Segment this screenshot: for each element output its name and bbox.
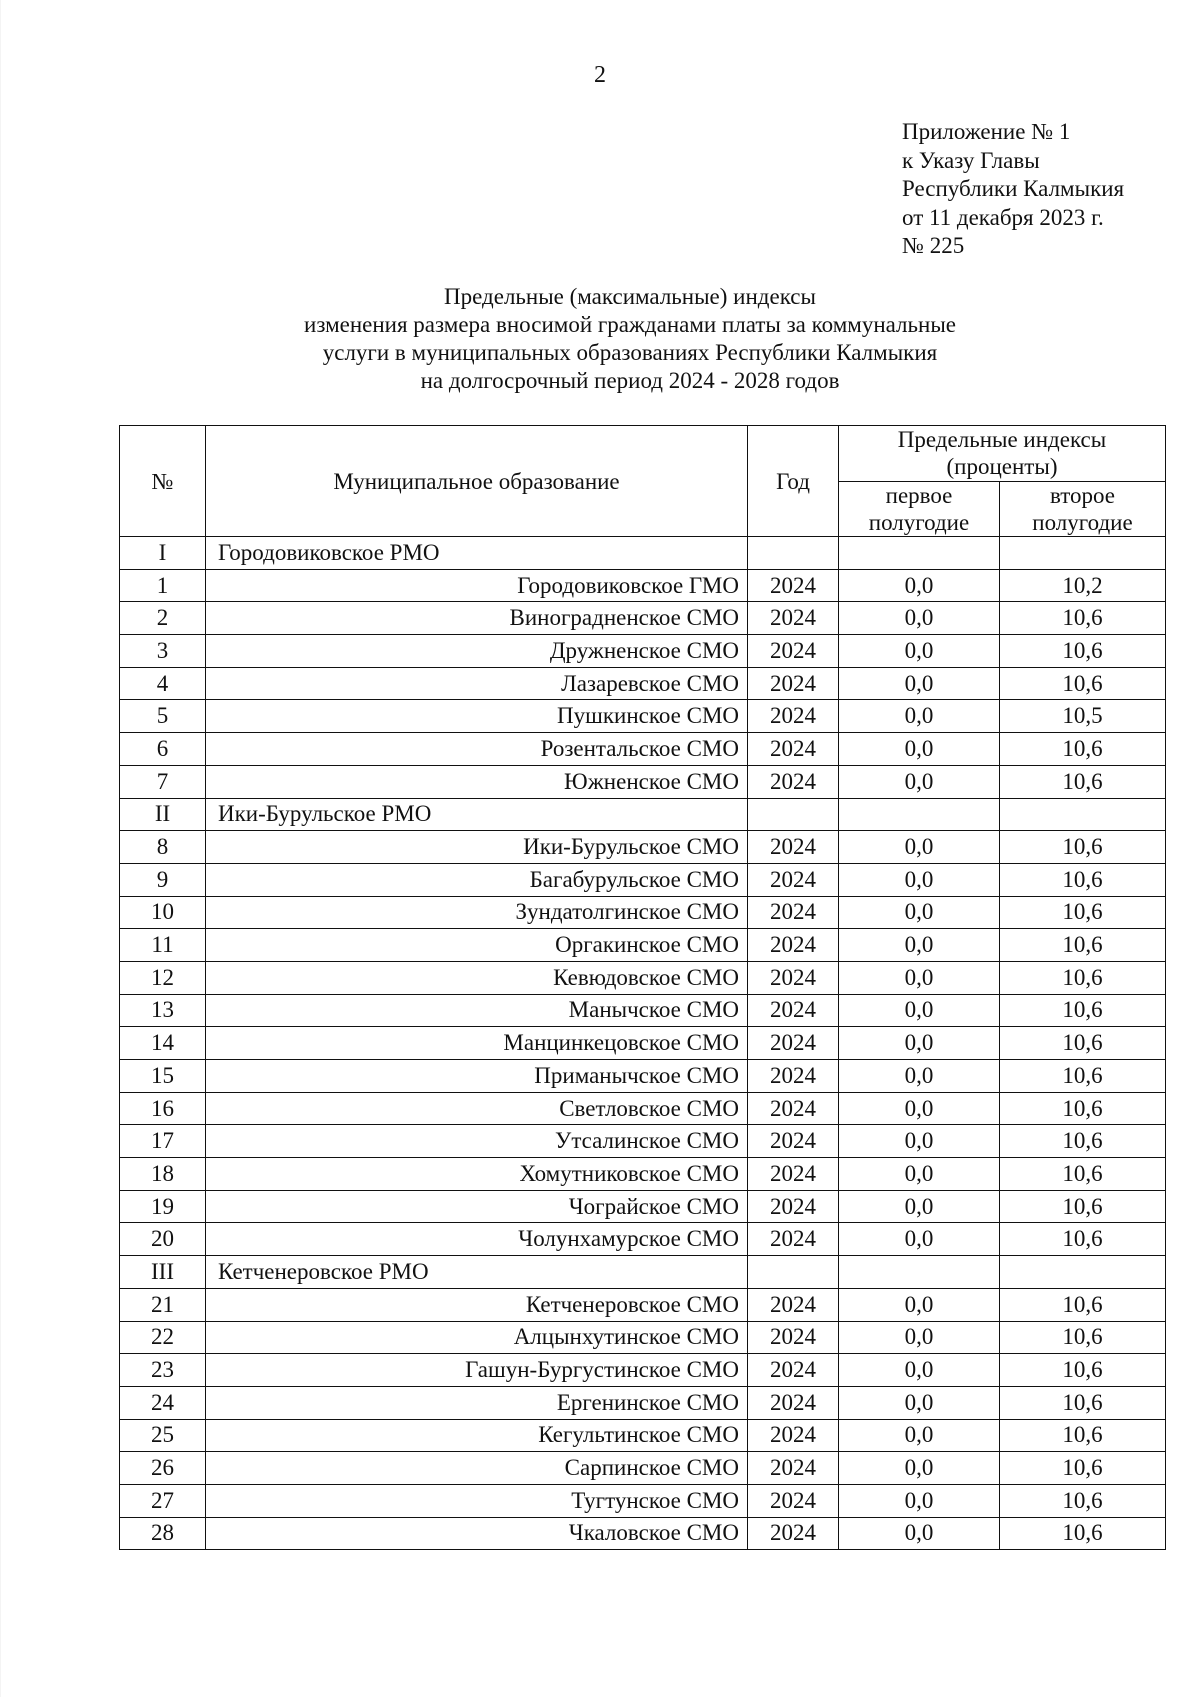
- first-half-value: 0,0: [839, 994, 1000, 1027]
- title-line: на долгосрочный период 2024 - 2028 годов: [420, 368, 840, 393]
- group-num: III: [120, 1256, 206, 1289]
- table-row: [120, 765, 1166, 798]
- year-cell: 2024: [748, 1321, 839, 1354]
- year-cell: 2024: [748, 569, 839, 602]
- second-half-value: 10,5: [1000, 700, 1166, 733]
- year-cell: 2024: [748, 635, 839, 668]
- header-second-half-line1: второе: [1049, 482, 1116, 508]
- year-cell: 2024: [748, 667, 839, 700]
- municipality-name: Кегультинское СМО: [206, 1419, 748, 1452]
- table-row: [120, 1223, 1166, 1256]
- page-edge: [0, 0, 1, 1697]
- row-num: 10: [120, 896, 206, 929]
- second-half-value: 10,6: [1000, 1158, 1166, 1191]
- appendix-line: Приложение № 1: [902, 119, 1071, 144]
- first-half-value: 0,0: [839, 1027, 1000, 1060]
- second-half-value: 10,6: [1000, 929, 1166, 962]
- row-num: 1: [120, 569, 206, 602]
- municipality-name: Сарпинское СМО: [206, 1452, 748, 1485]
- table-row: [120, 1354, 1166, 1387]
- appendix-block: [902, 118, 1124, 261]
- municipality-name: Светловское СМО: [206, 1092, 748, 1125]
- year-cell: 2024: [748, 1190, 839, 1223]
- second-half-value: 10,6: [1000, 1288, 1166, 1321]
- second-half-value: 10,6: [1000, 994, 1166, 1027]
- year-cell: 2024: [748, 1517, 839, 1550]
- header-first-half-line2: полугодие: [868, 509, 970, 535]
- year-cell: 2024: [748, 733, 839, 766]
- empty-cell: [1000, 798, 1166, 831]
- first-half-value: 0,0: [839, 1452, 1000, 1485]
- row-num: 17: [120, 1125, 206, 1158]
- year-cell: 2024: [748, 961, 839, 994]
- municipality-name: Гашун-Бургустинское СМО: [206, 1354, 748, 1387]
- first-half-value: 0,0: [839, 1386, 1000, 1419]
- empty-cell: [839, 537, 1000, 570]
- municipality-name: Приманычское СМО: [206, 1060, 748, 1093]
- second-half-value: 10,6: [1000, 831, 1166, 864]
- year-cell: 2024: [748, 1125, 839, 1158]
- second-half-value: 10,6: [1000, 1354, 1166, 1387]
- first-half-value: 0,0: [839, 765, 1000, 798]
- table-row: [120, 1092, 1166, 1125]
- appendix-line: от 11 декабря 2023 г.: [902, 204, 1104, 230]
- group-num: II: [120, 798, 206, 831]
- table-row: [120, 733, 1166, 766]
- table-row: [120, 569, 1166, 602]
- first-half-value: 0,0: [839, 896, 1000, 929]
- empty-cell: [748, 1256, 839, 1289]
- second-half-value: 10,6: [1000, 1321, 1166, 1354]
- header-first-half-line1: первое: [885, 482, 953, 508]
- table-row: [120, 1517, 1166, 1550]
- first-half-value: 0,0: [839, 1190, 1000, 1223]
- first-half-value: 0,0: [839, 1517, 1000, 1550]
- header-indices-line1: Предельные индексы: [897, 427, 1107, 453]
- municipality-name: Тугтунское СМО: [206, 1484, 748, 1517]
- title-line: изменения размера вносимой гражданами платы за коммунальные: [304, 312, 956, 337]
- table-row: [120, 961, 1166, 994]
- row-num: 6: [120, 733, 206, 766]
- municipality-name: Ергенинское СМО: [206, 1386, 748, 1419]
- table-row: [120, 635, 1166, 668]
- empty-cell: [748, 798, 839, 831]
- header-indices-line2: (проценты): [946, 454, 1058, 480]
- table-row: [120, 863, 1166, 896]
- first-half-value: 0,0: [839, 667, 1000, 700]
- table-row: [120, 929, 1166, 962]
- table-row: [120, 1060, 1166, 1093]
- year-cell: 2024: [748, 1223, 839, 1256]
- table-row: [120, 1321, 1166, 1354]
- table-row: [120, 994, 1166, 1027]
- row-num: 4: [120, 667, 206, 700]
- first-half-value: 0,0: [839, 1354, 1000, 1387]
- first-half-value: 0,0: [839, 1092, 1000, 1125]
- year-cell: 2024: [748, 1027, 839, 1060]
- year-cell: 2024: [748, 602, 839, 635]
- first-half-value: 0,0: [839, 700, 1000, 733]
- year-cell: 2024: [748, 896, 839, 929]
- municipality-name: Багабурульское СМО: [206, 863, 748, 896]
- group-name: Ики-Бурульское РМО: [206, 798, 748, 831]
- appendix-line: № 225: [902, 233, 965, 258]
- indices-table: [119, 425, 1166, 1550]
- row-num: 15: [120, 1060, 206, 1093]
- table-row: [120, 1158, 1166, 1191]
- second-half-value: 10,6: [1000, 1125, 1166, 1158]
- second-half-value: 10,6: [1000, 1419, 1166, 1452]
- table-row: [120, 1386, 1166, 1419]
- table-row: [120, 1288, 1166, 1321]
- row-num: 20: [120, 1223, 206, 1256]
- row-num: 5: [120, 700, 206, 733]
- second-half-value: 10,6: [1000, 1386, 1166, 1419]
- header-first-half: [839, 481, 1000, 537]
- header-second-half: [1000, 481, 1166, 537]
- municipality-name: Чограйское СМО: [206, 1190, 748, 1223]
- second-half-value: 10,6: [1000, 1092, 1166, 1125]
- first-half-value: 0,0: [839, 1158, 1000, 1191]
- year-cell: 2024: [748, 700, 839, 733]
- first-half-value: 0,0: [839, 602, 1000, 635]
- year-cell: 2024: [748, 831, 839, 864]
- header-year: Год: [748, 426, 839, 537]
- municipality-name: Кевюдовское СМО: [206, 961, 748, 994]
- year-cell: 2024: [748, 1386, 839, 1419]
- year-cell: 2024: [748, 994, 839, 1027]
- second-half-value: 10,6: [1000, 1452, 1166, 1485]
- table-row: [120, 1027, 1166, 1060]
- row-num: 19: [120, 1190, 206, 1223]
- second-half-value: 10,6: [1000, 1190, 1166, 1223]
- table-row: [120, 896, 1166, 929]
- year-cell: 2024: [748, 1158, 839, 1191]
- row-num: 22: [120, 1321, 206, 1354]
- second-half-value: 10,6: [1000, 1223, 1166, 1256]
- group-name: Городовиковское РМО: [206, 537, 748, 570]
- table-row: [120, 1125, 1166, 1158]
- municipality-name: Дружненское СМО: [206, 635, 748, 668]
- first-half-value: 0,0: [839, 1223, 1000, 1256]
- second-half-value: 10,6: [1000, 1517, 1166, 1550]
- municipality-name: Чолунхамурское СМО: [206, 1223, 748, 1256]
- municipality-name: Алцынхутинское СМО: [206, 1321, 748, 1354]
- year-cell: 2024: [748, 1354, 839, 1387]
- year-cell: 2024: [748, 1419, 839, 1452]
- municipality-name: Чкаловское СМО: [206, 1517, 748, 1550]
- empty-cell: [1000, 537, 1166, 570]
- table-body: [120, 537, 1166, 1550]
- row-num: 25: [120, 1419, 206, 1452]
- row-num: 28: [120, 1517, 206, 1550]
- municipality-name: Лазаревское СМО: [206, 667, 748, 700]
- title-line: Предельные (максимальные) индексы: [444, 284, 816, 309]
- first-half-value: 0,0: [839, 961, 1000, 994]
- row-num: 26: [120, 1452, 206, 1485]
- group-row: [120, 537, 1166, 570]
- row-num: 13: [120, 994, 206, 1027]
- header-second-half-line2: полугодие: [1032, 509, 1133, 535]
- row-num: 14: [120, 1027, 206, 1060]
- table-row: [120, 1484, 1166, 1517]
- appendix-line: к Указу Главы: [902, 147, 1040, 173]
- document-title: [100, 283, 1160, 395]
- first-half-value: 0,0: [839, 1321, 1000, 1354]
- municipality-name: Манычское СМО: [206, 994, 748, 1027]
- municipality-name: Виноградненское СМО: [206, 602, 748, 635]
- first-half-value: 0,0: [839, 831, 1000, 864]
- municipality-name: Хомутниковское СМО: [206, 1158, 748, 1191]
- row-num: 21: [120, 1288, 206, 1321]
- row-num: 27: [120, 1484, 206, 1517]
- empty-cell: [748, 537, 839, 570]
- row-num: 23: [120, 1354, 206, 1387]
- second-half-value: 10,6: [1000, 1027, 1166, 1060]
- first-half-value: 0,0: [839, 569, 1000, 602]
- municipality-name: Оргакинское СМО: [206, 929, 748, 962]
- table-row: [120, 1419, 1166, 1452]
- row-num: 7: [120, 765, 206, 798]
- row-num: 18: [120, 1158, 206, 1191]
- year-cell: 2024: [748, 1288, 839, 1321]
- year-cell: 2024: [748, 1060, 839, 1093]
- second-half-value: 10,6: [1000, 863, 1166, 896]
- year-cell: 2024: [748, 863, 839, 896]
- year-cell: 2024: [748, 1092, 839, 1125]
- table-row: [120, 831, 1166, 864]
- second-half-value: 10,6: [1000, 667, 1166, 700]
- appendix-line: Республики Калмыкия: [902, 176, 1125, 201]
- second-half-value: 10,6: [1000, 1060, 1166, 1093]
- municipality-name: Пушкинское СМО: [206, 700, 748, 733]
- table-row: [120, 700, 1166, 733]
- second-half-value: 10,6: [1000, 602, 1166, 635]
- second-half-value: 10,6: [1000, 635, 1166, 668]
- municipality-name: Зундатолгинское СМО: [206, 896, 748, 929]
- first-half-value: 0,0: [839, 863, 1000, 896]
- first-half-value: 0,0: [839, 733, 1000, 766]
- municipality-name: Кетченеровское СМО: [206, 1288, 748, 1321]
- page-number: 2: [594, 62, 606, 88]
- second-half-value: 10,6: [1000, 961, 1166, 994]
- year-cell: 2024: [748, 1452, 839, 1485]
- row-num: 8: [120, 831, 206, 864]
- group-row: [120, 1256, 1166, 1289]
- title-line: услуги в муниципальных образованиях Республики Калмыкия: [322, 340, 938, 365]
- municipality-name: Южненское СМО: [206, 765, 748, 798]
- second-half-value: 10,6: [1000, 896, 1166, 929]
- first-half-value: 0,0: [839, 1419, 1000, 1452]
- second-half-value: 10,6: [1000, 765, 1166, 798]
- first-half-value: 0,0: [839, 1288, 1000, 1321]
- empty-cell: [839, 1256, 1000, 1289]
- municipality-name: Городовиковское ГМО: [206, 569, 748, 602]
- group-name: Кетченеровское РМО: [206, 1256, 748, 1289]
- row-num: 12: [120, 961, 206, 994]
- second-half-value: 10,2: [1000, 569, 1166, 602]
- first-half-value: 0,0: [839, 1484, 1000, 1517]
- empty-cell: [839, 798, 1000, 831]
- group-num: I: [120, 537, 206, 570]
- municipality-name: Розентальское СМО: [206, 733, 748, 766]
- first-half-value: 0,0: [839, 1125, 1000, 1158]
- header-municipality: Муниципальное образование: [206, 426, 748, 537]
- group-row: [120, 798, 1166, 831]
- header-num: №: [120, 426, 206, 537]
- year-cell: 2024: [748, 929, 839, 962]
- row-num: 9: [120, 863, 206, 896]
- table-row: [120, 667, 1166, 700]
- year-cell: 2024: [748, 1484, 839, 1517]
- row-num: 3: [120, 635, 206, 668]
- second-half-value: 10,6: [1000, 733, 1166, 766]
- first-half-value: 0,0: [839, 635, 1000, 668]
- municipality-name: Ики-Бурульское СМО: [206, 831, 748, 864]
- row-num: 2: [120, 602, 206, 635]
- table-row: [120, 602, 1166, 635]
- municipality-name: Утсалинское СМО: [206, 1125, 748, 1158]
- row-num: 24: [120, 1386, 206, 1419]
- first-half-value: 0,0: [839, 1060, 1000, 1093]
- second-half-value: 10,6: [1000, 1484, 1166, 1517]
- row-num: 11: [120, 929, 206, 962]
- table-row: [120, 1190, 1166, 1223]
- row-num: 16: [120, 1092, 206, 1125]
- first-half-value: 0,0: [839, 929, 1000, 962]
- table-row: [120, 1452, 1166, 1485]
- header-indices: [839, 426, 1166, 482]
- year-cell: 2024: [748, 765, 839, 798]
- empty-cell: [1000, 1256, 1166, 1289]
- municipality-name: Манцинкецовское СМО: [206, 1027, 748, 1060]
